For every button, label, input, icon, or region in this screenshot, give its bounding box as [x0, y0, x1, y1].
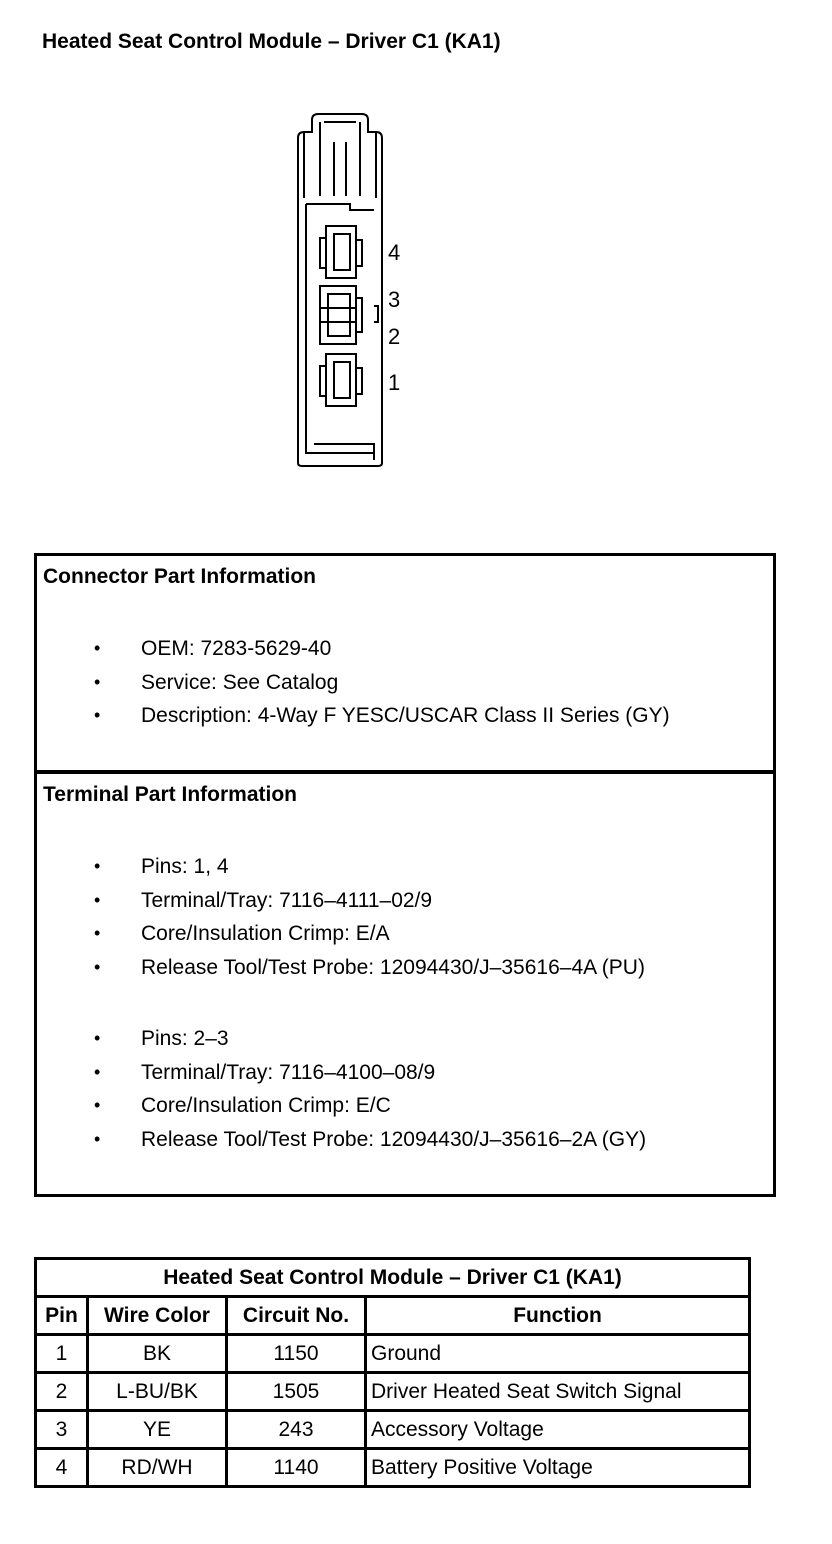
list-item: • Terminal/Tray: 7116–4100–08/9 [37, 1056, 646, 1090]
pin-label-4: 4 [388, 240, 401, 265]
cell-circuit-no: 243 [227, 1411, 366, 1449]
cell-pin: 4 [36, 1449, 88, 1487]
cell-circuit-no: 1505 [227, 1373, 366, 1411]
table-row [36, 1411, 750, 1449]
bullet-icon: • [94, 1061, 101, 1082]
cell-function: Accessory Voltage [366, 1411, 750, 1449]
terminal-part-info-heading: Terminal Part Information [43, 783, 297, 806]
pin-label-1: 1 [388, 370, 401, 395]
cell-pin: 2 [36, 1373, 88, 1411]
table-row [36, 1449, 750, 1487]
bullet-icon: • [94, 956, 101, 977]
list-item: • Description: 4-Way F YESC/USCAR Class II Series (GY) [37, 699, 670, 733]
cell-function: Ground [366, 1335, 750, 1373]
bullet-icon: • [94, 923, 101, 943]
table-title: Heated Seat Control Module – Driver C1 (KA1) [36, 1259, 750, 1297]
cell-circuit-no: 1140 [227, 1449, 366, 1487]
cell-function: Battery Positive Voltage [366, 1449, 750, 1487]
column-header-circuit-no: Circuit No. [227, 1297, 366, 1335]
cell-wire-color: RD/WH [88, 1449, 227, 1487]
pin-label-3: 3 [388, 287, 401, 312]
cell-pin: 3 [36, 1411, 88, 1449]
list-item: • Core/Insulation Crimp: E/A [37, 917, 645, 951]
list-item: • Service: See Catalog [37, 666, 670, 700]
connector-face-diagram [280, 108, 420, 470]
page-title: Heated Seat Control Module – Driver C1 (KA1) [42, 30, 501, 53]
list-item: • Release Tool/Test Probe: 12094430/J–35616–4A (PU) [37, 951, 645, 985]
cell-wire-color: BK [88, 1335, 227, 1373]
cell-pin: 1 [36, 1335, 88, 1373]
list-item: • Release Tool/Test Probe: 12094430/J–35616–2A (GY) [37, 1123, 646, 1157]
bullet-icon: • [94, 856, 101, 876]
list-item: • Terminal/Tray: 7116–4111–02/9 [37, 884, 645, 918]
cell-wire-color: YE [88, 1411, 227, 1449]
terminal-part-info-group-1 [37, 850, 645, 984]
list-item: • Pins: 1, 4 [37, 850, 645, 884]
table-row [36, 1373, 750, 1411]
table-title-row [36, 1259, 750, 1297]
terminal-part-info-box [34, 771, 776, 1197]
connector-part-info-box [34, 553, 776, 773]
bullet-icon: • [94, 1128, 101, 1149]
connector-part-info-list [37, 632, 670, 733]
list-item: • Pins: 2–3 [37, 1022, 646, 1056]
bullet-icon: • [94, 889, 101, 910]
column-header-function: Function [366, 1297, 750, 1335]
column-header-pin: Pin [36, 1297, 88, 1335]
list-item: • OEM: 7283-5629-40 [37, 632, 670, 666]
bullet-icon: • [94, 638, 101, 658]
table-row [36, 1335, 750, 1373]
bullet-icon: • [94, 1028, 101, 1048]
connector-part-info-heading: Connector Part Information [43, 565, 317, 588]
table-header-row [36, 1297, 750, 1335]
column-header-wire-color: Wire Color [88, 1297, 227, 1335]
pin-assignment-table [34, 1257, 751, 1488]
cell-function: Driver Heated Seat Switch Signal [366, 1373, 750, 1411]
terminal-part-info-group-2 [37, 1022, 646, 1156]
bullet-icon: • [94, 705, 101, 725]
list-item: • Core/Insulation Crimp: E/C [37, 1089, 646, 1123]
cell-wire-color: L-BU/BK [88, 1373, 227, 1411]
cell-circuit-no: 1150 [227, 1335, 366, 1373]
bullet-icon: • [94, 671, 101, 692]
pin-label-2: 2 [388, 324, 401, 349]
bullet-icon: • [94, 1095, 101, 1115]
